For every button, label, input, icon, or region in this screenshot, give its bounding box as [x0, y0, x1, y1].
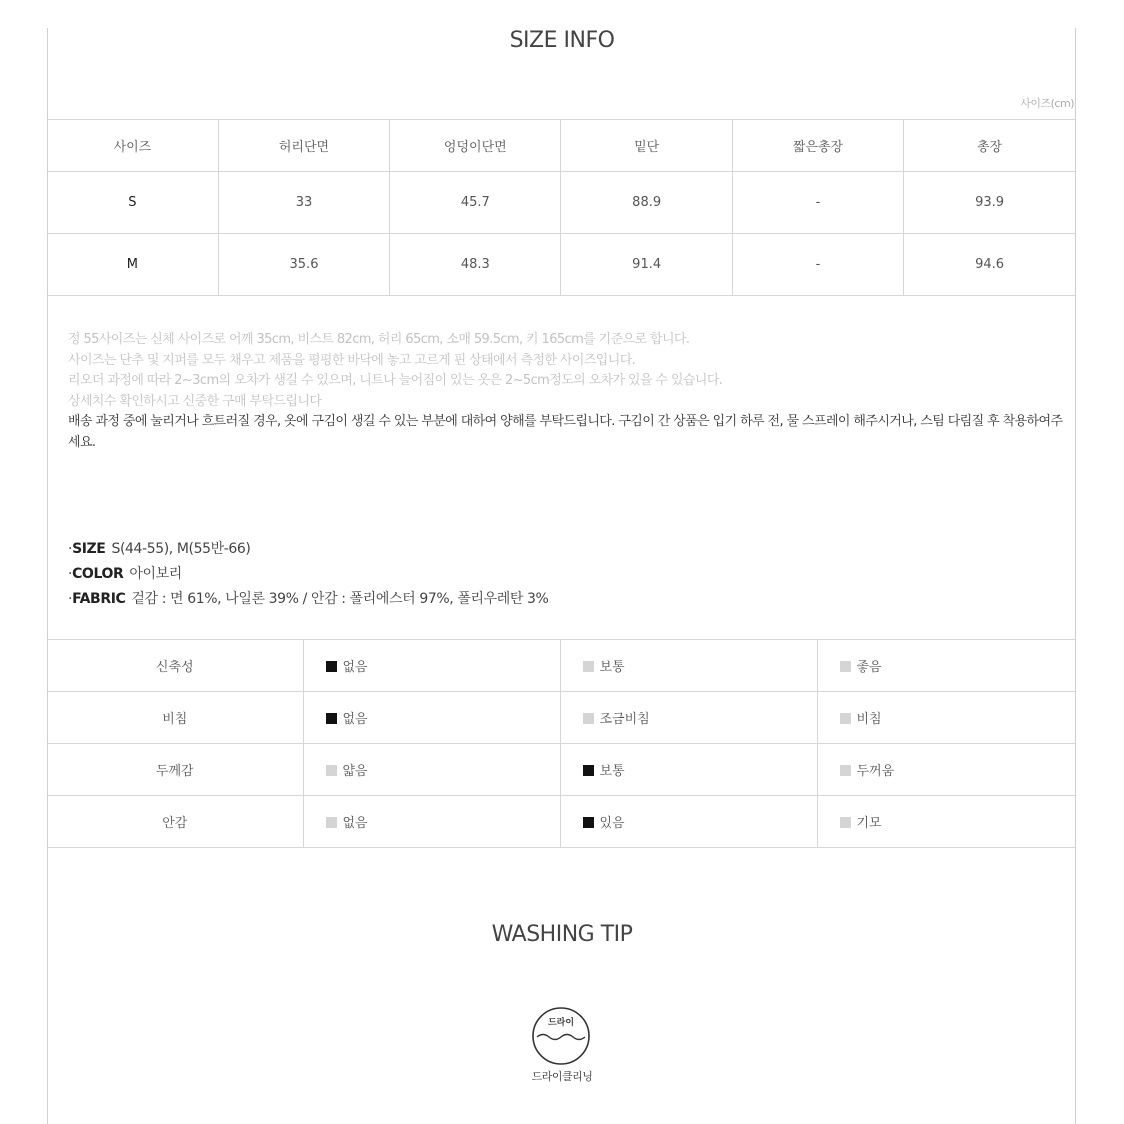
option-label: 없음 — [342, 712, 368, 727]
property-label: 신축성 — [47, 640, 303, 692]
checkbox-square — [326, 765, 337, 776]
option-label: 좋음 — [856, 660, 882, 675]
size-header-cell: 엉덩이단면 — [390, 120, 561, 172]
size-cell: - — [732, 172, 903, 234]
checkbox-square — [583, 817, 594, 828]
table-row — [47, 172, 1075, 234]
property-option — [303, 640, 560, 692]
spec-value: S(44-55), M(55반-66) — [111, 541, 251, 557]
shipping-note: 배송 과정 중에 눌리거나 흐트러질 경우, 옷에 구김이 생길 수 있는 부분에 대하여 양해를 부탁드립니다. 구김이 간 상품은 입기 하루 전, 물 스프레이 해주시거나, 스팀 다림질 후 착용하여주세요. — [68, 414, 1063, 450]
option-label: 보통 — [599, 660, 625, 675]
size-header-cell: 사이즈 — [47, 120, 218, 172]
option-label: 있음 — [599, 816, 625, 831]
property-option — [303, 796, 560, 848]
checkbox-square — [840, 661, 851, 672]
property-option — [560, 640, 817, 692]
property-row — [47, 796, 1075, 848]
option-label: 없음 — [342, 660, 368, 675]
spec-color: ·COLOR 아이보리 — [68, 566, 182, 582]
property-option — [560, 744, 817, 796]
size-cell: 93.9 — [904, 172, 1075, 234]
option-label: 조금비침 — [599, 712, 650, 727]
checkbox-square — [583, 713, 594, 724]
checkbox-square — [583, 765, 594, 776]
spec-key: SIZE — [72, 541, 106, 557]
size-table-header — [47, 120, 1075, 172]
property-option — [817, 796, 1075, 848]
size-cell: 45.7 — [390, 172, 561, 234]
checkbox-square — [326, 817, 337, 828]
size-header-cell: 허리단면 — [218, 120, 389, 172]
dry-clean-icon — [531, 1006, 591, 1066]
size-cell: 88.9 — [561, 172, 732, 234]
property-option — [560, 692, 817, 744]
option-label: 기모 — [856, 816, 882, 831]
size-cell: 35.6 — [218, 234, 389, 296]
table-row — [47, 234, 1075, 296]
dry-clean-caption: 드라이클리닝 — [531, 1070, 593, 1083]
note-line: 정 55사이즈는 신체 사이즈로 어깨 35cm, 비스트 82cm, 허리 65cm, 소매 59.5cm, 키 165cm를 기준으로 합니다. — [68, 332, 690, 347]
checkbox-square — [840, 817, 851, 828]
checkbox-square — [326, 661, 337, 672]
spec-value: 아이보리 — [129, 566, 182, 582]
property-table — [47, 639, 1075, 848]
size-cell: 91.4 — [561, 234, 732, 296]
product-specs — [68, 537, 548, 612]
size-cell: 48.3 — [390, 234, 561, 296]
size-cell: S — [47, 172, 218, 234]
size-header-cell: 짧은총장 — [732, 120, 903, 172]
option-label: 두꺼움 — [856, 764, 895, 779]
option-label: 없음 — [342, 816, 368, 831]
property-row — [47, 744, 1075, 796]
option-label: 보통 — [599, 764, 625, 779]
property-row — [47, 640, 1075, 692]
spec-key: COLOR — [72, 566, 124, 582]
note-line: 상세치수 확인하시고 신중한 구매 부탁드립니다 — [68, 393, 322, 409]
spec-size: ·SIZE S(44-55), M(55반-66) — [68, 541, 251, 557]
checkbox-square — [583, 661, 594, 672]
property-option — [817, 640, 1075, 692]
checkbox-square — [840, 765, 851, 776]
property-option — [817, 692, 1075, 744]
property-row — [47, 692, 1075, 744]
property-option — [817, 744, 1075, 796]
property-label: 비침 — [47, 692, 303, 744]
size-cell: M — [47, 234, 218, 296]
note-line: 사이즈는 단추 및 지퍼를 모두 채우고 제품을 평평한 바닥에 놓고 고르게 핀 상태에서 측정한 사이즈입니다. — [68, 352, 636, 368]
property-label: 두께감 — [47, 744, 303, 796]
size-cell: - — [732, 234, 903, 296]
size-unit-label: 사이즈(cm) — [1020, 97, 1074, 110]
spec-fabric: ·FABRIC 겉감 : 면 61%, 나일론 39% / 안감 : 폴리에스터 97%, 폴리우레탄 3% — [68, 591, 549, 607]
property-label: 안감 — [47, 796, 303, 848]
spec-key: FABRIC — [72, 591, 126, 607]
size-table — [47, 119, 1075, 296]
property-option — [560, 796, 817, 848]
size-info-title: SIZE INFO — [509, 28, 615, 53]
washing-tip-title: WASHING TIP — [491, 922, 633, 947]
option-label: 비침 — [856, 712, 882, 727]
checkbox-square — [326, 713, 337, 724]
checkbox-square — [840, 713, 851, 724]
note-line: 리오더 과정에 따라 2~3cm의 오차가 생길 수 있으며, 니트나 늘어짐이 있는 옷은 2~5cm정도의 오차가 있을 수 있습니다. — [68, 373, 723, 388]
size-header-cell: 밑단 — [561, 120, 732, 172]
spec-value: 겉감 : 면 61%, 나일론 39% / 안감 : 폴리에스터 97%, 폴리우레탄 3% — [131, 591, 549, 607]
property-option — [303, 744, 560, 796]
size-header-cell: 총장 — [904, 120, 1075, 172]
size-cell: 33 — [218, 172, 389, 234]
size-cell: 94.6 — [904, 234, 1075, 296]
dry-icon-text: 드라이 — [547, 1018, 575, 1028]
property-option — [303, 692, 560, 744]
option-label: 얇음 — [342, 764, 368, 779]
size-notes — [68, 330, 1068, 453]
